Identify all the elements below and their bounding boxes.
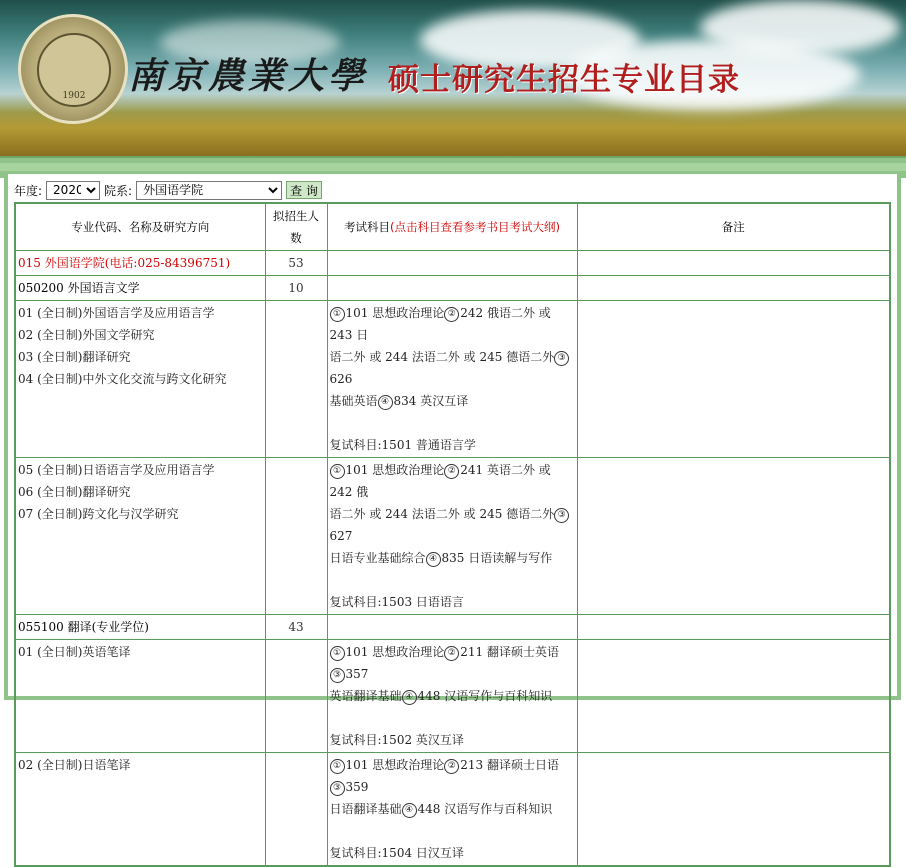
exam-subjects	[327, 458, 577, 615]
retest-subject: 复试科目:1503 日语语言	[329, 595, 464, 609]
cloud-decoration	[700, 0, 900, 55]
seal-inner	[37, 33, 111, 107]
major-quota: 43	[265, 615, 327, 640]
direction-item: 06 (全日制)翻译研究	[18, 485, 131, 499]
spacer	[330, 412, 575, 434]
note-cell	[577, 301, 890, 458]
exam-subject-link[interactable]: 242 俄语二外 或 243 日	[329, 306, 551, 342]
header-quota: 拟招生人数	[265, 203, 327, 251]
direction-item: 02 (全日制)日语笔译	[18, 758, 131, 772]
exam-subject-link[interactable]: 357	[345, 667, 369, 681]
exam-subject-link[interactable]: 448 汉语写作与百科知识	[417, 689, 553, 703]
empty-cell	[327, 251, 577, 276]
exam-line	[330, 798, 575, 820]
empty-cell	[265, 640, 327, 753]
note-cell	[577, 640, 890, 753]
exam-subject-link[interactable]: 日语翻译基础	[329, 802, 402, 816]
note-cell	[577, 458, 890, 615]
year-label: 年度:	[14, 183, 43, 198]
direction-item: 07 (全日制)跨文化与汉学研究	[18, 507, 179, 521]
university-seal-icon	[18, 14, 128, 124]
dept-select[interactable]	[136, 181, 282, 200]
empty-cell	[577, 251, 890, 276]
header-exam-label: 考试科目	[344, 220, 390, 234]
exam-subject-link[interactable]: 626	[329, 372, 353, 386]
exam-subject-link[interactable]: 627	[329, 529, 353, 543]
exam-line	[330, 641, 575, 685]
empty-cell	[577, 615, 890, 640]
exam-subject-link[interactable]: 241 英语二外 或 242 俄	[329, 463, 551, 499]
exam-subject-link[interactable]: 101 思想政治理论	[345, 306, 445, 320]
exam-subject-link[interactable]: 语二外 或 244 法语二外 或 245 德语二外	[329, 507, 555, 521]
exam-subject-link[interactable]: 448 汉语写作与百科知识	[417, 802, 553, 816]
exam-line	[330, 754, 575, 798]
direction-list	[15, 301, 265, 458]
exam-line	[330, 503, 575, 547]
empty-cell	[327, 276, 577, 301]
dept-label: 院系:	[104, 183, 133, 198]
exam-line	[330, 390, 575, 412]
year-select[interactable]	[46, 181, 100, 200]
exam-subject-link[interactable]: 835 日语读解与写作	[441, 551, 553, 565]
major-name: 050200 外国语言文学	[15, 276, 265, 301]
direction-item: 01 (全日制)外国语言学及应用语言学	[18, 306, 215, 320]
empty-cell	[265, 301, 327, 458]
direction-item: 01 (全日制)英语笔译	[18, 645, 131, 659]
circled-number: ②	[444, 759, 459, 774]
direction-group-row	[15, 458, 890, 615]
seal-year: 1902	[62, 91, 86, 101]
exam-line	[330, 459, 575, 503]
exam-subject-link[interactable]: 语二外 或 244 法语二外 或 245 德语二外	[329, 350, 555, 364]
exam-subject-link[interactable]: 英语翻译基础	[329, 689, 402, 703]
circled-number: ③	[554, 508, 569, 523]
exam-subject-link[interactable]: 101 思想政治理论	[345, 645, 445, 659]
circled-number: ④	[378, 395, 393, 410]
direction-item: 05 (全日制)日语语言学及应用语言学	[18, 463, 215, 477]
circled-number: ③	[330, 668, 345, 683]
dept-row	[15, 251, 890, 276]
header-exam-hint: (点击科目查看参考书目考试大纲)	[390, 220, 560, 234]
exam-subject-link[interactable]: 211 翻译硕士英语	[460, 645, 559, 659]
direction-item: 02 (全日制)外国文学研究	[18, 328, 155, 342]
exam-subject-link[interactable]: 日语专业基础综合	[329, 551, 426, 565]
catalog-table	[14, 202, 891, 867]
direction-list	[15, 458, 265, 615]
exam-line	[330, 685, 575, 707]
dept-quota: 53	[265, 251, 327, 276]
exam-line	[330, 302, 575, 346]
exam-line	[330, 346, 575, 390]
exam-subjects	[327, 753, 577, 867]
school-name: 南京農業大學	[128, 55, 369, 97]
direction-item: 04 (全日制)中外文化交流与跨文化研究	[18, 372, 227, 386]
major-row	[15, 615, 890, 640]
direction-list	[15, 640, 265, 753]
direction-item: 03 (全日制)翻译研究	[18, 350, 131, 364]
circled-number: ①	[330, 759, 345, 774]
retest-subject: 复试科目:1504 日汉互译	[329, 846, 464, 860]
spacer	[330, 707, 575, 729]
exam-subject-link[interactable]: 213 翻译硕士日语	[460, 758, 559, 772]
major-quota: 10	[265, 276, 327, 301]
filter-toolbar	[14, 179, 322, 201]
circled-number: ④	[426, 552, 441, 567]
header-major: 专业代码、名称及研究方向	[15, 203, 265, 251]
direction-group-row	[15, 301, 890, 458]
circled-number: ④	[402, 803, 417, 818]
empty-cell	[265, 753, 327, 867]
spacer	[330, 820, 575, 842]
circled-number: ④	[402, 690, 417, 705]
circled-number: ②	[444, 307, 459, 322]
header-exam	[327, 203, 577, 251]
query-button[interactable]: 查 询	[286, 181, 322, 199]
circled-number: ③	[554, 351, 569, 366]
direction-list	[15, 753, 265, 867]
circled-number: ①	[330, 464, 345, 479]
exam-subject-link[interactable]: 359	[345, 780, 369, 794]
direction-group-row	[15, 640, 890, 753]
circled-number: ①	[330, 307, 345, 322]
header-note: 备注	[577, 203, 890, 251]
header-banner	[0, 0, 906, 157]
dept-name: 015 外国语学院(电话:025-84396751)	[15, 251, 265, 276]
retest-subject: 复试科目:1501 普通语言学	[329, 438, 476, 452]
exam-subject-link[interactable]: 101 思想政治理论	[345, 758, 445, 772]
exam-subject-link[interactable]: 基础英语	[329, 394, 378, 408]
exam-subject-link[interactable]: 834 英汉互译	[393, 394, 469, 408]
exam-subjects	[327, 640, 577, 753]
major-row	[15, 276, 890, 301]
major-name: 055100 翻译(专业学位)	[15, 615, 265, 640]
circled-number: ①	[330, 646, 345, 661]
empty-cell	[265, 458, 327, 615]
circled-number: ②	[444, 464, 459, 479]
spacer	[330, 569, 575, 591]
exam-subjects	[327, 301, 577, 458]
empty-cell	[327, 615, 577, 640]
divider-band-inner	[0, 163, 906, 171]
note-cell	[577, 753, 890, 867]
exam-line	[330, 547, 575, 569]
circled-number: ②	[444, 646, 459, 661]
retest-subject: 复试科目:1502 英汉互译	[329, 733, 464, 747]
exam-subject-link[interactable]: 101 思想政治理论	[345, 463, 445, 477]
circled-number: ③	[330, 781, 345, 796]
empty-cell	[577, 276, 890, 301]
direction-group-row	[15, 753, 890, 867]
header-row	[15, 203, 890, 251]
page-title: 硕士研究生招生专业目录	[388, 62, 740, 98]
